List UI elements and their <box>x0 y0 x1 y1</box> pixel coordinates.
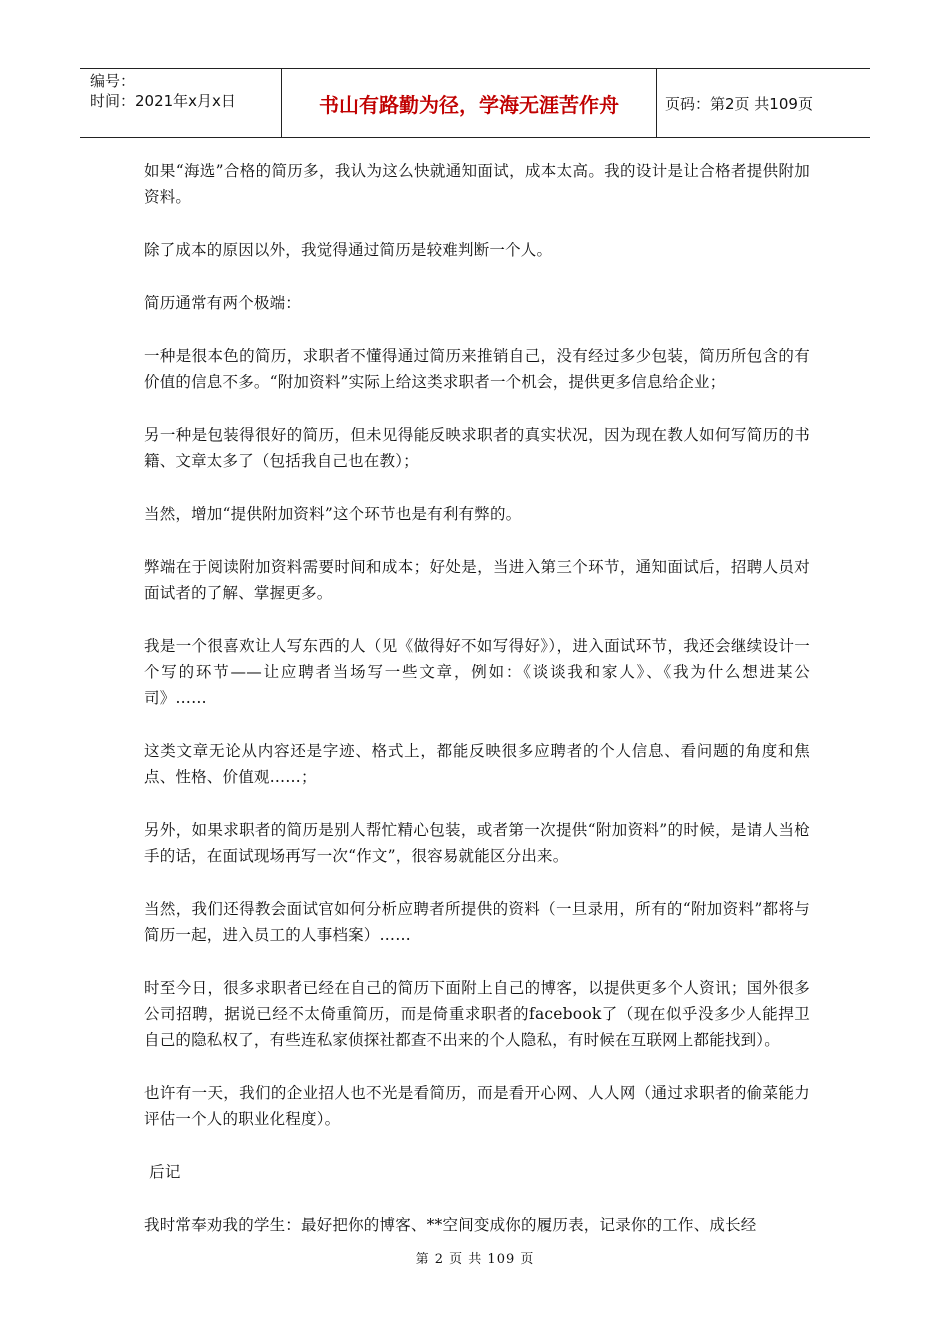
paragraph: 另一种是包装得很好的简历，但未见得能反映求职者的真实状况，因为现在教人如何写简历的书籍、文章太多了（包括我自己也在教）； <box>144 426 810 470</box>
paragraph: 也许有一天，我们的企业招人也不光是看简历，而是看开心网、人人网（通过求职者的偷菜能力评估一个人的职业化程度）。 <box>144 1084 810 1128</box>
document-time: 时间：2021年x月x日 <box>90 92 236 110</box>
paragraph: 当然，我们还得教会面试官如何分析应聘者所提供的资料（一旦录用，所有的“附加资料”都将与简历一起，进入员工的人事档案）…… <box>144 900 810 944</box>
header-motto: 书山有路勤为径，学海无涯苦作舟 <box>282 69 657 137</box>
section-heading-postscript: 后记 <box>144 1163 181 1181</box>
paragraph: 我时常奉劝我的学生：最好把你的博客、**空间变成你的履历表，记录你的工作、成长经 <box>144 1216 757 1234</box>
paragraph: 当然，增加“提供附加资料”这个环节也是有利有弊的。 <box>144 505 522 523</box>
paragraph: 时至今日，很多求职者已经在自己的简历下面附上自己的博客，以提供更多个人资讯；国外很多公司招聘，据说已经不太倚重简历，而是倚重求职者的facebook了（现在似乎没多少人能捍卫自己的隐私权了，有些连私家侦探社都查不出来的个人隐私，有时候在互联网上都能找到）。 <box>144 979 810 1049</box>
paragraph: 弊端在于阅读附加资料需要时间和成本；好处是，当进入第三个环节，通知面试后，招聘人员对面试者的了解、掌握更多。 <box>144 558 810 602</box>
paragraph: 简历通常有两个极端： <box>144 294 302 312</box>
header-meta <box>80 69 282 137</box>
header-page-info: 页码：第2页 共109页 <box>665 94 813 113</box>
paragraph: 另外，如果求职者的简历是别人帮忙精心包装，或者第一次提供“附加资料”的时候，是请人当枪手的话，在面试现场再写一次“作文”，很容易就能区分出来。 <box>144 821 810 865</box>
paragraph: 我是一个很喜欢让人写东西的人（见《做得好不如写得好》），进入面试环节，我还会继续设计一个写的环节——让应聘者当场写一些文章，例如：《谈谈我和家人》、《我为什么想进某公司》…… <box>144 637 810 707</box>
document-number-label: 编号： <box>90 72 136 90</box>
page-header <box>80 68 870 138</box>
page-footer: 第 2 页 共 109 页 <box>415 1252 535 1267</box>
paragraph: 这类文章无论从内容还是字迹、格式上，都能反映很多应聘者的个人信息、看问题的角度和焦点、性格、价值观……； <box>144 742 810 786</box>
paragraph: 一种是很本色的简历，求职者不懂得通过简历来推销自己，没有经过多少包装，简历所包含的有价值的信息不多。“附加资料”实际上给这类求职者一个机会，提供更多信息给企业； <box>144 347 810 391</box>
paragraph: 除了成本的原因以外，我觉得通过简历是较难判断一个人。 <box>144 241 553 259</box>
paragraph: 如果“海选”合格的简历多，我认为这么快就通知面试，成本太高。我的设计是让合格者提供附加资料。 <box>144 162 810 206</box>
document-body <box>144 158 810 1265</box>
